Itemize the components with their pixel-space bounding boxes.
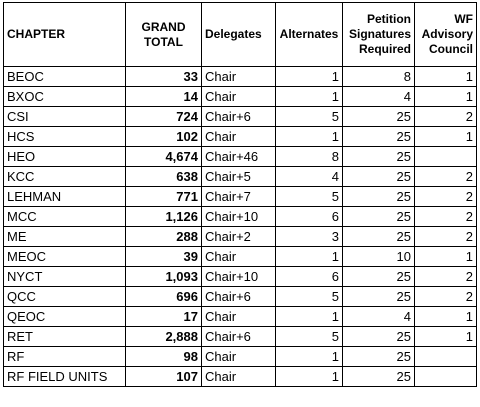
cell-alternates: 1 [276, 87, 343, 107]
cell-grand-total: 771 [126, 187, 202, 207]
header-wf-line-3: Council [429, 42, 473, 56]
cell-petition-signatures: 8 [343, 67, 415, 87]
cell-chapter: QCC [4, 287, 126, 307]
cell-wf-advisory-council [415, 367, 477, 387]
cell-chapter: BEOC [4, 67, 126, 87]
cell-wf-advisory-council: 1 [415, 307, 477, 327]
header-grand-total-line-1: GRAND [141, 19, 186, 34]
cell-grand-total: 14 [126, 87, 202, 107]
header-chapter [4, 3, 126, 67]
cell-petition-signatures: 25 [343, 327, 415, 347]
table-row [4, 187, 477, 207]
cell-wf-advisory-council: 1 [415, 127, 477, 147]
cell-grand-total: 1,093 [126, 267, 202, 287]
cell-grand-total: 33 [126, 67, 202, 87]
table-row [4, 227, 477, 247]
cell-alternates: 1 [276, 67, 343, 87]
table-row [4, 107, 477, 127]
cell-delegates: Chair+6 [202, 107, 276, 127]
cell-delegates: Chair+6 [202, 327, 276, 347]
cell-delegates: Chair+5 [202, 167, 276, 187]
cell-alternates: 1 [276, 367, 343, 387]
header-wf-line-1: WF [454, 12, 473, 26]
cell-alternates: 6 [276, 207, 343, 227]
cell-chapter: MCC [4, 207, 126, 227]
cell-chapter: RF [4, 347, 126, 367]
table-row [4, 287, 477, 307]
cell-petition-signatures: 10 [343, 247, 415, 267]
header-petition-line-1: Petition [367, 12, 411, 26]
cell-alternates: 6 [276, 267, 343, 287]
cell-grand-total: 724 [126, 107, 202, 127]
cell-wf-advisory-council: 2 [415, 267, 477, 287]
header-petition [343, 3, 415, 67]
cell-grand-total: 39 [126, 247, 202, 267]
cell-delegates: Chair [202, 347, 276, 367]
table-row [4, 367, 477, 387]
cell-wf-advisory-council: 2 [415, 227, 477, 247]
cell-delegates: Chair+6 [202, 287, 276, 307]
table-row [4, 147, 477, 167]
header-wf-line-2: Advisory [421, 27, 473, 41]
cell-grand-total: 17 [126, 307, 202, 327]
cell-delegates: Chair [202, 247, 276, 267]
cell-chapter: QEOC [4, 307, 126, 327]
cell-chapter: KCC [4, 167, 126, 187]
cell-petition-signatures: 25 [343, 207, 415, 227]
header-grand-total [126, 3, 202, 67]
cell-chapter: NYCT [4, 267, 126, 287]
cell-alternates: 5 [276, 187, 343, 207]
cell-wf-advisory-council: 2 [415, 187, 477, 207]
cell-petition-signatures: 25 [343, 347, 415, 367]
cell-wf-advisory-council: 2 [415, 167, 477, 187]
cell-alternates: 5 [276, 287, 343, 307]
cell-petition-signatures: 25 [343, 287, 415, 307]
cell-delegates: Chair [202, 87, 276, 107]
cell-alternates: 1 [276, 247, 343, 267]
cell-grand-total: 288 [126, 227, 202, 247]
cell-petition-signatures: 25 [343, 167, 415, 187]
table-row [4, 267, 477, 287]
cell-wf-advisory-council: 1 [415, 67, 477, 87]
header-delegates-label: Delegates [205, 27, 262, 41]
header-delegates [202, 3, 276, 67]
cell-chapter: LEHMAN [4, 187, 126, 207]
cell-delegates: Chair [202, 127, 276, 147]
cell-wf-advisory-council: 2 [415, 107, 477, 127]
cell-grand-total: 98 [126, 347, 202, 367]
cell-grand-total: 696 [126, 287, 202, 307]
cell-delegates: Chair+10 [202, 207, 276, 227]
cell-chapter: CSI [4, 107, 126, 127]
cell-chapter: HCS [4, 127, 126, 147]
header-petition-line-2: Signatures [348, 27, 411, 41]
cell-delegates: Chair [202, 307, 276, 327]
table-row [4, 327, 477, 347]
header-grand-total-line-2: TOTAL [144, 34, 183, 49]
cell-delegates: Chair [202, 67, 276, 87]
header-petition-line-3: Required [358, 42, 411, 56]
header-chapter-label: CHAPTER [7, 27, 66, 41]
cell-wf-advisory-council [415, 347, 477, 367]
cell-grand-total: 102 [126, 127, 202, 147]
cell-chapter: HEO [4, 147, 126, 167]
cell-grand-total: 4,674 [126, 147, 202, 167]
cell-petition-signatures: 25 [343, 267, 415, 287]
table-row [4, 67, 477, 87]
cell-alternates: 5 [276, 327, 343, 347]
header-alternates [276, 3, 343, 67]
cell-wf-advisory-council: 2 [415, 207, 477, 227]
table-row [4, 87, 477, 107]
cell-alternates: 1 [276, 347, 343, 367]
header-row [4, 3, 477, 67]
table-row [4, 207, 477, 227]
table-row [4, 247, 477, 267]
cell-chapter: MEOC [4, 247, 126, 267]
chapter-delegates-table [3, 2, 477, 387]
cell-alternates: 4 [276, 167, 343, 187]
cell-wf-advisory-council: 1 [415, 327, 477, 347]
cell-alternates: 5 [276, 107, 343, 127]
cell-alternates: 1 [276, 307, 343, 327]
cell-petition-signatures: 25 [343, 127, 415, 147]
cell-delegates: Chair+2 [202, 227, 276, 247]
cell-wf-advisory-council [415, 147, 477, 167]
cell-alternates: 3 [276, 227, 343, 247]
table-body [4, 67, 477, 387]
cell-chapter: RF FIELD UNITS [4, 367, 126, 387]
cell-grand-total: 638 [126, 167, 202, 187]
cell-petition-signatures: 4 [343, 307, 415, 327]
cell-petition-signatures: 25 [343, 107, 415, 127]
table-row [4, 347, 477, 367]
cell-petition-signatures: 25 [343, 227, 415, 247]
cell-chapter: RET [4, 327, 126, 347]
cell-petition-signatures: 4 [343, 87, 415, 107]
cell-petition-signatures: 25 [343, 367, 415, 387]
cell-petition-signatures: 25 [343, 187, 415, 207]
cell-grand-total: 1,126 [126, 207, 202, 227]
header-wf-advisory-council [415, 3, 477, 67]
cell-chapter: ME [4, 227, 126, 247]
cell-delegates: Chair [202, 367, 276, 387]
cell-alternates: 8 [276, 147, 343, 167]
cell-delegates: Chair+7 [202, 187, 276, 207]
table-row [4, 307, 477, 327]
table-row [4, 167, 477, 187]
cell-delegates: Chair+10 [202, 267, 276, 287]
cell-alternates: 1 [276, 127, 343, 147]
cell-wf-advisory-council: 1 [415, 247, 477, 267]
cell-delegates: Chair+46 [202, 147, 276, 167]
cell-wf-advisory-council: 1 [415, 87, 477, 107]
cell-grand-total: 2,888 [126, 327, 202, 347]
cell-chapter: BXOC [4, 87, 126, 107]
table-row [4, 127, 477, 147]
cell-wf-advisory-council: 2 [415, 287, 477, 307]
cell-petition-signatures: 25 [343, 147, 415, 167]
cell-grand-total: 107 [126, 367, 202, 387]
header-alternates-label: Alternates [279, 27, 339, 41]
